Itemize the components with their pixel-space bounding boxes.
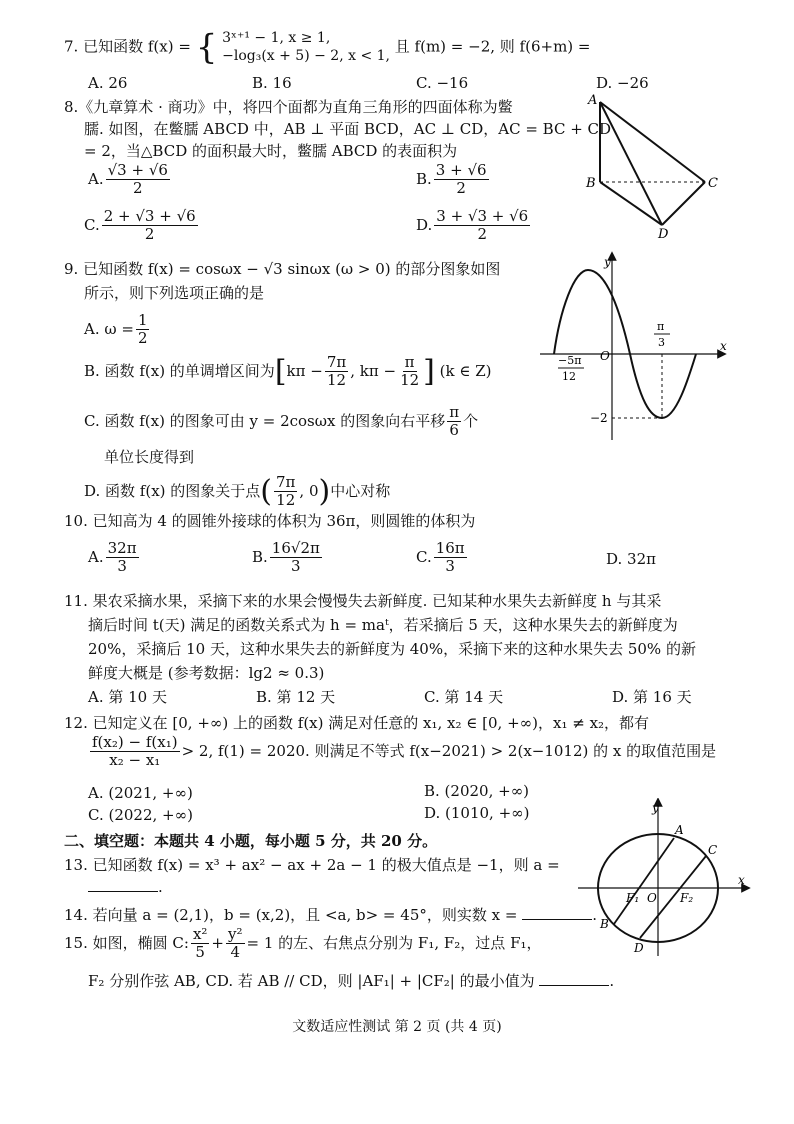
q10-stem: 10. 已知高为 4 的圆锥外接球的体积为 36π，则圆锥的体积为 [64,512,476,530]
q12-line2: $\frac{\text{f(x₂) − f(x₁)}}{\text{x₂ − x₁}}$ > 2, f(1) = 2020. 则满足不等式 f(x−2021) > 2(x−1012) 的 x 的取值范围是 [92,733,717,770]
q11-line3: 20%，采摘后 10 天，这种水果失去的新鲜度为 40%，采摘下来的这种水果失去 50% 的新 [88,640,696,658]
label-neg5pi-num: −5π [558,354,582,367]
q13-answer-blank [88,890,158,892]
label-a: A [675,823,684,837]
q11-option-b: B. 第 12 天 [256,688,336,706]
q9-option-a: A. ω = $\frac{1}{2}$ [84,311,148,348]
q11-line2: 摘后时间 t(天) 满足的函数关系式为 h = maᵗ，若采摘后 5 天，这种水果失去的新鲜度为 [88,616,678,634]
page-footer: 文数适应性测试 第 2 页 (共 4 页) [292,1019,502,1035]
label-f1: F₁ [626,891,640,905]
label-pi3-num: π [657,320,665,333]
q8-tetrahedron-figure [580,90,730,240]
q12-option-d: D. (1010, +∞) [424,804,530,822]
label-d: D [634,941,644,955]
q9-line1: 9. 已知函数 f(x) = cosωx − √3 sinωx (ω > 0) 的部分图象如图 [64,260,501,278]
chord-ab [614,838,674,924]
label-x: x [720,339,727,353]
label-a: A [588,93,598,108]
q10-option-b: B. $\frac{16√2\pi}{3}$ [252,539,320,576]
q12-line1: 12. 已知定义在 [0, +∞) 上的函数 f(x) 满足对任意的 x₁, x₂ ∈ [0, +∞)，x₁ ≠ x₂，都有 [64,714,650,732]
q7-brace: { [195,27,218,68]
q7-option-a: A. 26 [88,74,128,92]
q8-line1: 8.《九章算术 · 商功》中，将四个面都为直角三角形的四面体称为鳖 [64,98,513,116]
q15-answer-blank [539,984,609,986]
q8-option-b: B. $\frac{3 + √6}{2}$ [416,161,487,198]
q10-option-d: D. 32π [606,550,656,568]
label-c: C [708,176,718,191]
q7-option-c: C. −16 [416,74,469,92]
label-f2: F₂ [680,891,694,905]
q9-line2: 所示，则下列选项正确的是 [84,284,265,302]
edge-ad [600,102,662,225]
label-b: B [600,917,609,931]
q8-option-a: A. $\frac{√3 + √6}{2}$ [88,161,168,198]
q9-graph-figure [540,250,730,450]
q8-line2: 臑. 如图，在鳖臑 ABCD 中，AB ⊥ 平面 BCD，AC ⊥ CD，AC = BC + CD [84,120,612,138]
q11-line1: 11. 果农采摘水果，采摘下来的水果会慢慢失去新鲜度. 已知某种水果失去新鲜度 h 与其采 [64,592,662,610]
label-origin: O [647,891,657,905]
label-neg5pi-den: 12 [562,370,576,383]
edge-ac [600,102,705,182]
label-y: y [604,255,611,269]
q9-option-c-line2: 单位长度得到 [104,448,195,466]
q12-option-b: B. (2020, +∞) [424,782,530,800]
q11-option-a: A. 第 10 天 [88,688,167,706]
q12-option-c: C. (2022, +∞) [88,806,193,824]
q13-line2: . [88,878,163,896]
label-c: C [708,843,718,857]
q10-option-a: A. $\frac{32\pi}{3}$ [88,539,137,576]
q9-option-b: B. 函数 f(x) 的单调增区间为[kπ − $\frac{7\pi}{12}$ , kπ − $\frac{\pi}{12}$ ] (k ∈ Z) [84,353,492,390]
label-d: D [658,227,669,240]
q7-option-d: D. −26 [596,74,649,92]
label-min: −2 [590,411,608,425]
q8-option-c: C. $\frac{2 + √3 + √6}{2}$ [84,207,196,244]
q9-option-c: C. 函数 f(x) 的图象可由 y = 2cosωx 的图象向右平移 $\frac{\pi}{6}$ 个 [84,403,479,440]
label-origin: O [600,349,610,363]
q7-option-b: B. 16 [252,74,292,92]
curve [554,270,696,418]
section-fill-blank-title: 二、填空题：本题共 4 小题，每小题 5 分，共 20 分。 [64,832,438,850]
q7-stem: 7. 已知函数 f(x) = { 3ˣ⁺¹ − 1, x ≥ 1, −log₃(x + 5) − 2, x < 1, 且 f(m) = −2, 则 f(6+m) = [64,27,591,68]
label-y: y [652,801,659,815]
q8-option-d: D. $\frac{3 + √3 + √6}{2}$ [416,207,529,244]
q13-line1: 13. 已知函数 f(x) = x³ + ax² − ax + 2a − 1 的极大值点是 −1，则 a = [64,856,560,874]
label-x: x [738,873,745,887]
q11-option-c: C. 第 14 天 [424,688,504,706]
q14-line: 14. 若向量 a = (2,1)，b = (x,2)，且 <a, b> = 45°，则实数 x = . [64,906,597,924]
label-pi3-den: 3 [658,336,665,349]
q11-line4: 鲜度大概是 (参考数据：lg2 ≈ 0.3) [88,664,325,682]
q10-option-c: C. $\frac{16\pi}{3}$ [416,539,465,576]
edge-bd [600,182,662,225]
q15-ellipse-figure [574,798,754,958]
edge-cd [662,182,705,225]
q15-line2: F₂ 分别作弦 AB, CD. 若 AB // CD，则 |AF₁| + |CF₂| 的最小值为 . [88,972,615,990]
q9-option-d: D. 函数 f(x) 的图象关于点( $\frac{7\pi}{12}$ , 0)中心对称 [84,473,391,510]
q12-option-a: A. (2021, +∞) [88,784,193,802]
q15-line1: 15. 如图，椭圆 C: $\frac{\text{x²}}{5}$ + $\frac{\text{y²}}{4}$ = 1 的左、右焦点分别为 F₁, F₂，过点 F₁， [64,925,542,962]
q8-line3: = 2，当△BCD 的面积最大时，鳖臑 ABCD 的表面积为 [84,142,458,160]
q7-piecewise: 3ˣ⁺¹ − 1, x ≥ 1, −log₃(x + 5) − 2, x < 1, [222,30,390,64]
label-b: B [586,176,596,191]
q11-option-d: D. 第 16 天 [612,688,692,706]
